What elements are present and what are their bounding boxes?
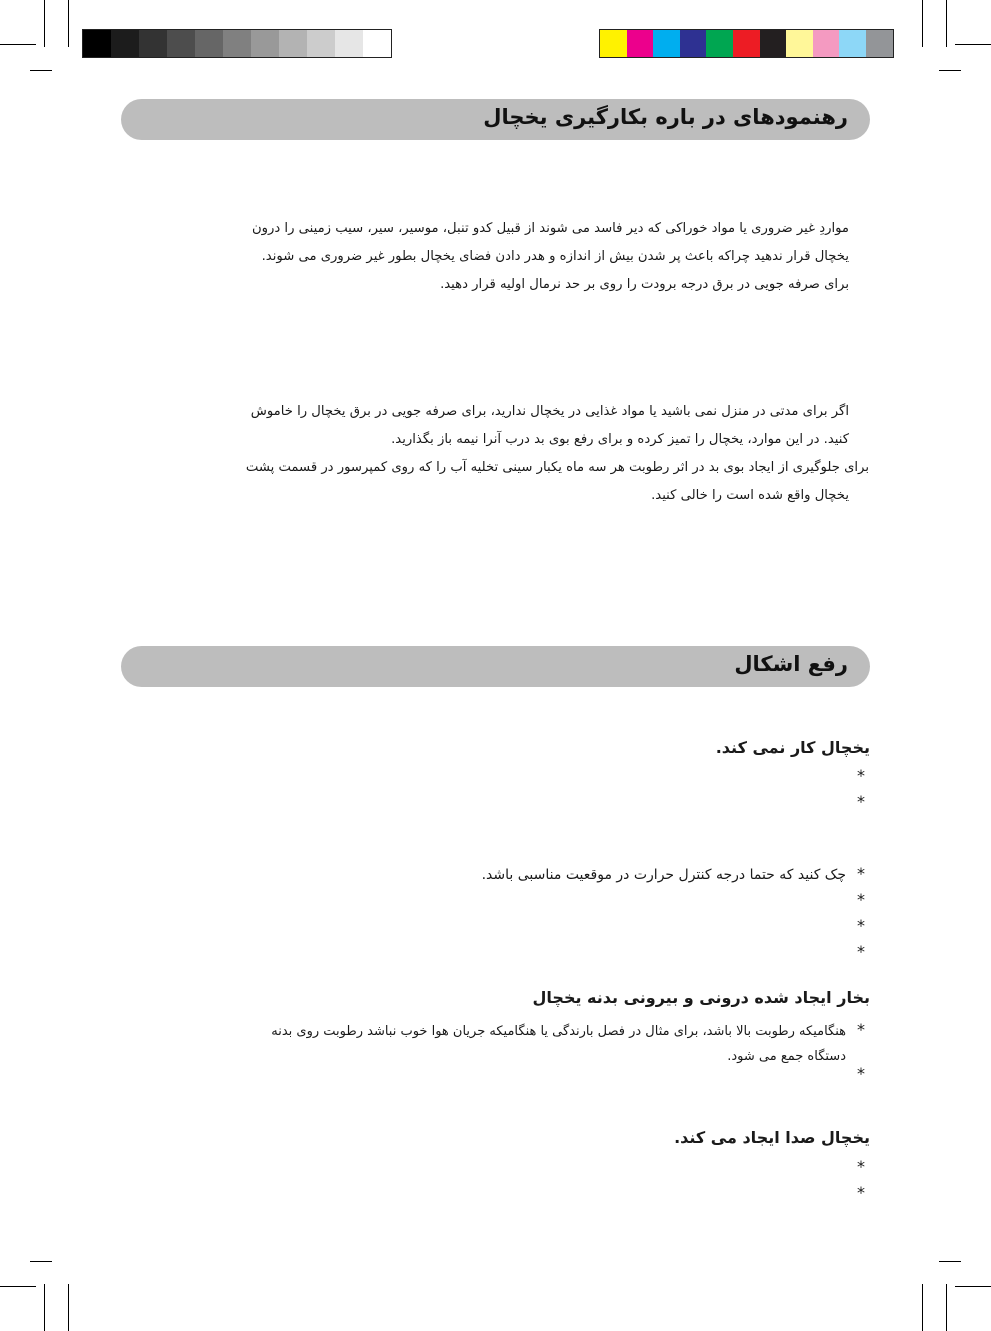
bullet-star: * (857, 1157, 865, 1176)
list-item (846, 942, 870, 961)
crop-mark (955, 44, 991, 45)
section-title: رهنمودهای در باره بکارگیری یخچال (483, 105, 848, 129)
crop-mark (30, 70, 52, 71)
problem-heading-not-working: یخچال کار نمی کند. (715, 738, 870, 757)
color-swatch (195, 30, 223, 57)
text-line: یخچال قرار ندهید چراکه باعث پر شدن بیش از اندازه و هدر دادن فضای یخچال بطور غیر ضروری می شوند. (261, 249, 849, 264)
crop-mark (939, 1261, 961, 1262)
crop-mark (955, 1286, 991, 1287)
section-title: رفع اشکال (734, 652, 848, 676)
crop-mark (44, 1284, 45, 1331)
section-header-troubleshooting (121, 646, 870, 687)
bullet-star: * (857, 864, 865, 883)
list-item (846, 890, 870, 909)
list-item (846, 1064, 870, 1083)
crop-mark (0, 44, 36, 45)
list-item (846, 792, 870, 811)
crop-mark (922, 1284, 923, 1331)
text-line: اگر برای مدتی در منزل نمی باشید یا مواد غذایی در یخچال ندارید، برای صرفه جویی در برق یخچال را خاموش (250, 404, 849, 419)
bullet-star: * (857, 766, 865, 785)
problem-heading-condensation: بخار ایجاد شده درونی و بیرونی بدنه یخچال (532, 988, 870, 1007)
color-swatch (786, 30, 813, 57)
crop-mark (44, 0, 45, 47)
list-item-text: هنگامیکه رطوبت بالا باشد، برای مثال در فصل بارندگی یا هنگامیکه جریان هوا خوب نباشد رطوبت روی بدنه (271, 1024, 846, 1039)
list-item (482, 864, 870, 883)
list-item (846, 766, 870, 785)
text-line: مواردِ غیر ضروری یا مواد خوراکی که دیر فاسد می شوند از قبیل کدو تنبل، موسیر، سیر، سیب زمینی را درون (251, 221, 849, 236)
crop-mark (946, 0, 947, 47)
bullet-star: * (857, 1020, 865, 1039)
color-swatch (839, 30, 866, 57)
color-swatch (167, 30, 195, 57)
color-swatch (813, 30, 840, 57)
paragraph-storage-tips (252, 215, 849, 299)
list-item (846, 916, 870, 935)
bullet-star: * (857, 792, 865, 811)
crop-mark (939, 70, 961, 71)
bullet-star: * (857, 1183, 865, 1202)
paragraph-absence-tips (245, 398, 869, 510)
list-item (271, 1017, 870, 1069)
color-swatch (733, 30, 760, 57)
bullet-star: * (857, 916, 865, 935)
list-item-text-continued: دستگاه جمع می شود. (727, 1049, 846, 1064)
text-line: یخچال واقع شده است را خالی کنید. (651, 488, 849, 503)
text-line: برای جلوگیری از ایجاد بوی بد در اثر رطوبت هر سه ماه یکبار سینی تخلیه آب را که روی کمپرسور در قسمت پشت (245, 460, 869, 475)
bullet-star: * (857, 1064, 865, 1083)
color-swatch (706, 30, 733, 57)
list-item (846, 1183, 870, 1202)
color-swatch (307, 30, 335, 57)
color-swatch (627, 30, 654, 57)
section-header-usage-tips (121, 99, 870, 140)
color-swatch (653, 30, 680, 57)
problem-heading-noise: یخچال صدا ایجاد می کند. (674, 1128, 870, 1147)
text-line: برای صرفه جویی در برق درجه برودت را روی بر حد نرمال اولیه قرار دهید. (440, 277, 849, 292)
crop-mark (922, 0, 923, 47)
color-swatch (363, 30, 391, 57)
color-swatch (223, 30, 251, 57)
color-swatch (83, 30, 111, 57)
bullet-star: * (857, 890, 865, 909)
list-item-text: چک کنید که حتما درجه کنترل حرارت در موقعیت مناسبی باشد. (481, 867, 846, 883)
process-color-bar (599, 29, 894, 58)
crop-mark (0, 1286, 36, 1287)
color-swatch (251, 30, 279, 57)
color-swatch (139, 30, 167, 57)
grayscale-color-bar (82, 29, 392, 58)
crop-mark (68, 1284, 69, 1331)
bullet-star: * (857, 942, 865, 961)
crop-mark (68, 0, 69, 47)
color-swatch (279, 30, 307, 57)
color-swatch (111, 30, 139, 57)
crop-mark (946, 1284, 947, 1331)
crop-mark (30, 1261, 52, 1262)
color-swatch (335, 30, 363, 57)
color-swatch (680, 30, 707, 57)
text-line: کنید. در این موارد، یخچال را تمیز کرده و برای رفع بوی بد درب آنرا نیمه باز بگذارید. (391, 432, 849, 447)
color-swatch (866, 30, 893, 57)
list-item (846, 1157, 870, 1176)
color-swatch (760, 30, 787, 57)
color-swatch (600, 30, 627, 57)
